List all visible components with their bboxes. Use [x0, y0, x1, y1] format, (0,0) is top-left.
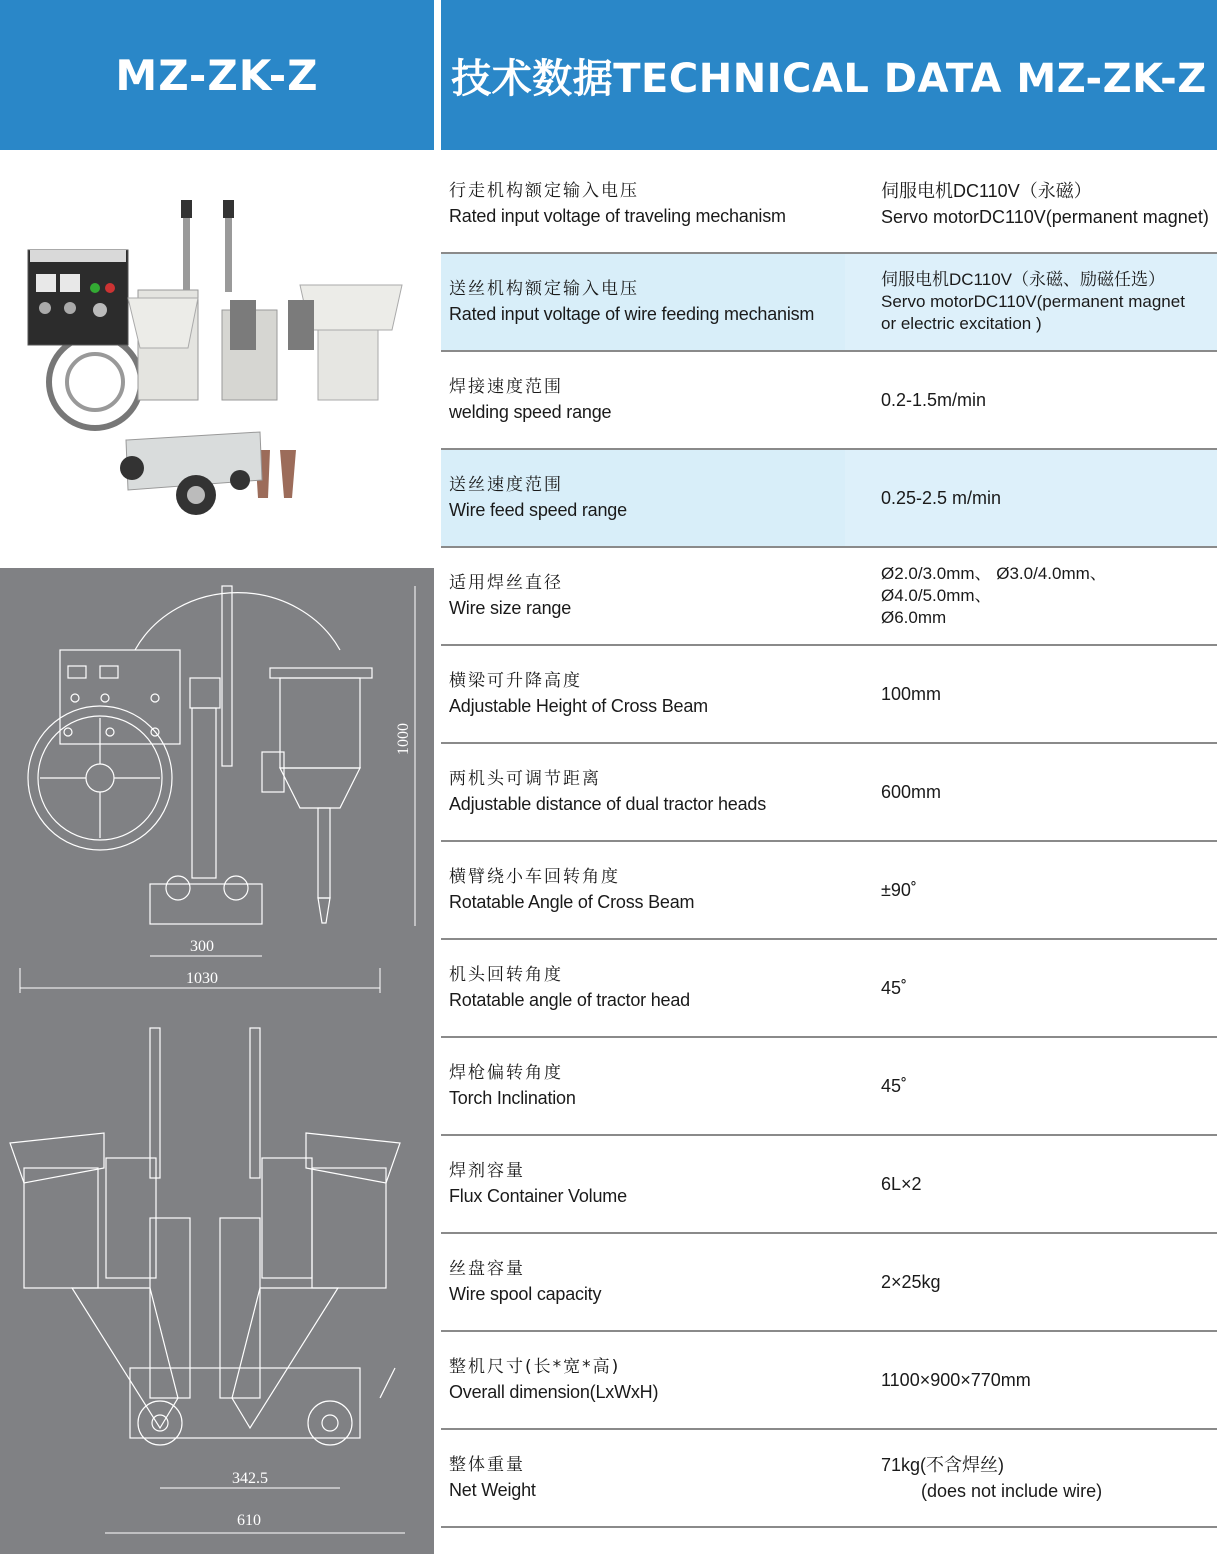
spec-row	[441, 352, 1217, 450]
front-view-drawing	[10, 1028, 405, 1533]
spec-label-cn: 焊枪偏转角度	[449, 1063, 563, 1083]
spec-label-en: Wire size range	[449, 598, 572, 618]
spec-label-cn: 丝盘容量	[449, 1259, 525, 1279]
dimension-label-342-5: 342.5	[232, 1470, 268, 1487]
spec-row	[441, 1234, 1217, 1332]
spec-label-cn: 送丝速度范围	[449, 475, 563, 495]
spec-label-en: Rated input voltage of wire feeding mechanism	[449, 304, 815, 324]
spec-row	[441, 842, 1217, 940]
dimension-label-610: 610	[237, 1512, 261, 1529]
spec-label-en: Torch Inclination	[449, 1088, 576, 1108]
spec-value: 伺服电机DC110V（永磁、励磁任选）	[881, 270, 1165, 289]
spec-label-en: Net Weight	[449, 1480, 536, 1500]
product-photo	[0, 150, 434, 568]
spec-value: 6L×2	[881, 1174, 922, 1194]
spec-row	[441, 744, 1217, 842]
spec-table	[441, 155, 1217, 1528]
spec-label-en: Rotatable Angle of Cross Beam	[449, 892, 695, 912]
spec-label-cn: 焊剂容量	[449, 1161, 525, 1181]
spec-label-en: Wire spool capacity	[449, 1284, 602, 1304]
spec-value: Ø6.0mm	[881, 608, 947, 627]
spec-label-en: Adjustable distance of dual tractor heads	[449, 794, 767, 814]
spec-value: or electric excitation )	[881, 314, 1042, 333]
spec-row	[441, 940, 1217, 1038]
spec-value: 1100×900×770mm	[881, 1370, 1031, 1390]
dimension-drawings	[0, 568, 434, 1554]
spec-value: 2×25kg	[881, 1272, 941, 1292]
spec-label-cn: 两机头可调节距离	[449, 769, 601, 789]
spec-value: ±90˚	[881, 880, 917, 900]
dimension-label-300: 300	[190, 938, 214, 955]
spec-label-cn: 机头回转角度	[449, 965, 563, 985]
spec-value: 0.2-1.5m/min	[881, 390, 987, 410]
spec-row	[441, 155, 1217, 254]
model-title: MZ-ZK-Z	[115, 50, 319, 100]
dimension-label-1000: 1000	[395, 723, 412, 755]
spec-value: 伺服电机DC110V（永磁）	[881, 180, 1092, 201]
technical-data-banner	[441, 0, 1217, 150]
spec-value: 71kg(不含焊丝)	[881, 1455, 1005, 1475]
spec-label-en: Rotatable angle of tractor head	[449, 990, 690, 1010]
spec-value: 600mm	[881, 782, 942, 802]
spec-label-cn: 整机尺寸(长*宽*高)	[449, 1357, 621, 1377]
spec-row	[441, 1136, 1217, 1234]
spec-value: Servo motorDC110V(permanent magnet)	[881, 206, 1209, 227]
dimension-label-1030: 1030	[186, 970, 218, 987]
spec-label-cn: 行走机构额定输入电压	[449, 180, 639, 201]
spec-value: 45˚	[881, 978, 908, 998]
spec-label-cn: 适用焊丝直径	[449, 573, 563, 593]
spec-label-cn: 横梁可升降高度	[449, 671, 582, 691]
spec-value: 45˚	[881, 1076, 908, 1096]
spec-value: (does not include wire)	[921, 1481, 1103, 1501]
model-title-banner	[0, 0, 434, 150]
spec-row	[441, 450, 1217, 548]
spec-value: 100mm	[881, 684, 942, 704]
technical-drawing-panel	[0, 568, 434, 1554]
spec-label-cn: 整体重量	[449, 1455, 525, 1475]
spec-row	[441, 548, 1217, 646]
spec-label-en: Overall dimension(LxWxH)	[449, 1382, 659, 1402]
spec-label-cn: 横臂绕小车回转角度	[449, 867, 620, 887]
spec-row	[441, 254, 1217, 352]
spec-label-en: Wire feed speed range	[449, 500, 627, 520]
spec-label-en: welding speed range	[449, 402, 612, 422]
spec-value: 0.25-2.5 m/min	[881, 488, 1002, 508]
spec-row	[441, 1332, 1217, 1430]
spec-label-en: Rated input voltage of traveling mechanism	[449, 205, 786, 226]
welding-tractor-photo	[0, 150, 434, 568]
spec-label-en: Flux Container Volume	[449, 1186, 627, 1206]
technical-data-title: 技术数据TECHNICAL DATA MZ-ZK-Z	[451, 55, 1207, 102]
spec-label-cn: 送丝机构额定输入电压	[449, 279, 639, 299]
side-view-drawing	[20, 586, 415, 993]
spec-row	[441, 646, 1217, 744]
spec-value: Servo motorDC110V(permanent magnet	[881, 292, 1185, 311]
spec-label-cn: 焊接速度范围	[449, 377, 563, 397]
spec-row	[441, 1038, 1217, 1136]
spec-row	[441, 1430, 1217, 1528]
spec-value: Ø2.0/3.0mm、 Ø3.0/4.0mm、Ø4.0/5.0mm、	[881, 564, 1107, 605]
spec-label-en: Adjustable Height of Cross Beam	[449, 696, 708, 716]
